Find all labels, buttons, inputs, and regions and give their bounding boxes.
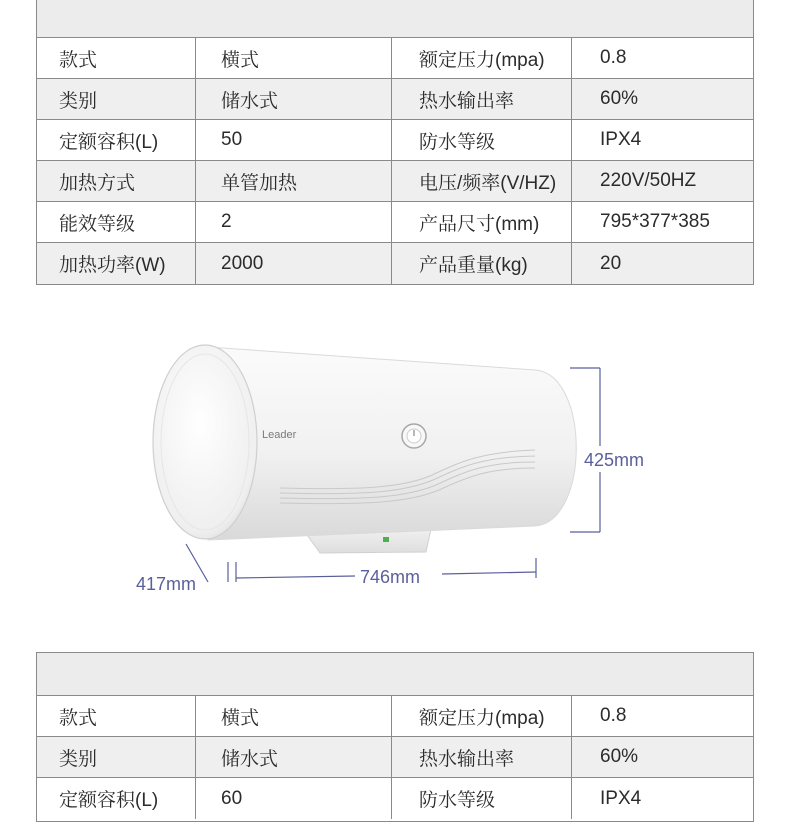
table-row: [37, 696, 753, 737]
water-heater-figure: [0, 300, 790, 620]
spec-key: 款式: [37, 696, 196, 736]
spec-value: 50: [196, 120, 392, 160]
indicator-light: [383, 537, 389, 542]
spec-key: 额定压力(mpa): [392, 696, 572, 736]
table-row: [37, 79, 753, 120]
table-row: [37, 38, 753, 79]
table-row: [37, 737, 753, 778]
table-row: [37, 778, 753, 819]
spec-table-header: [37, 653, 753, 696]
spec-value: 60%: [600, 746, 639, 767]
spec-value: 0.8: [600, 47, 627, 68]
spec-key: 产品重量(kg): [392, 243, 572, 284]
spec-value: 2000: [196, 243, 392, 284]
length-dimension-label: 746mm: [360, 567, 421, 587]
spec-key: 防水等级: [392, 778, 572, 819]
spec-key: 加热方式: [37, 161, 196, 201]
spec-key: 款式: [37, 38, 196, 78]
table-row: [37, 161, 753, 202]
table-row: [37, 202, 753, 243]
spec-value: 储水式: [196, 79, 392, 119]
spec-value: 单管加热: [196, 161, 392, 201]
spec-value: 60%: [600, 88, 639, 109]
table-row: [37, 243, 753, 284]
spec-value: IPX4: [600, 787, 642, 809]
spec-key: 类别: [37, 737, 196, 777]
spec-key: 热水输出率: [392, 737, 572, 777]
spec-table-header: [37, 0, 753, 38]
spec-value: 20: [600, 252, 622, 274]
end-cap: [153, 345, 257, 539]
spec-value: 横式: [196, 38, 392, 78]
spec-value: IPX4: [600, 129, 642, 150]
spec-value: 795*377*385: [600, 211, 710, 232]
depth-dimension-label: 417mm: [136, 574, 197, 594]
height-dimension-label: 425mm: [584, 450, 645, 470]
spec-table-bottom: [36, 652, 754, 822]
spec-value: 220V/50HZ: [600, 170, 697, 191]
spec-key: 定额容积(L): [37, 778, 196, 819]
spec-value: 2: [196, 202, 392, 242]
spec-key: 定额容积(L): [37, 120, 196, 160]
spec-table-top: [36, 0, 754, 285]
brand-logo: Leader: [262, 429, 297, 441]
spec-key: 防水等级: [392, 120, 572, 160]
spec-key: 额定压力(mpa): [392, 38, 572, 78]
tank-body: [208, 347, 576, 540]
spec-key: 热水输出率: [392, 79, 572, 119]
table-row: [37, 120, 753, 161]
spec-key: 电压/频率(V/HZ): [392, 161, 572, 201]
spec-key: 加热功率(W): [37, 243, 196, 284]
spec-key: 能效等级: [37, 202, 196, 242]
spec-key: 产品尺寸(mm): [392, 202, 572, 242]
spec-value: 0.8: [600, 705, 627, 726]
spec-value: 储水式: [196, 737, 392, 777]
spec-value: 横式: [196, 696, 392, 736]
spec-key: 类别: [37, 79, 196, 119]
spec-value: 60: [196, 778, 392, 819]
